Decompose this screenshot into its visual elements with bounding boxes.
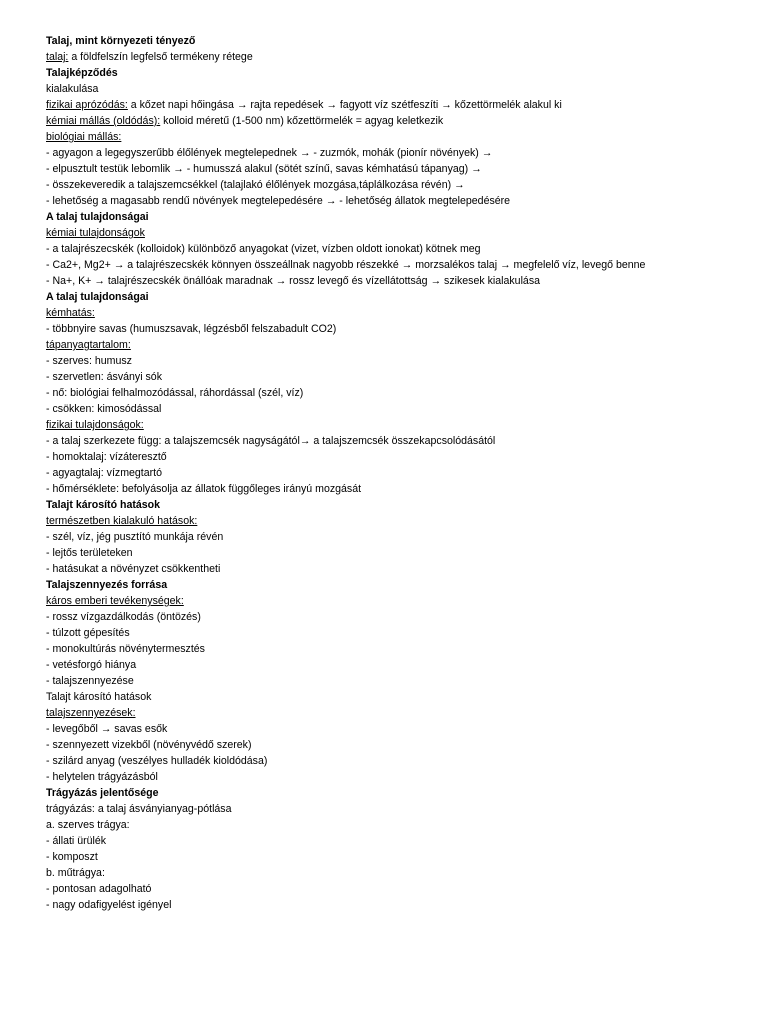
underlined-label: fizikai aprózódás: xyxy=(46,99,128,111)
underlined-label: tápanyagtartalom: xyxy=(46,339,131,351)
underlined-label: fizikai tulajdonságok: xyxy=(46,419,144,431)
document-line xyxy=(46,865,758,881)
document-line xyxy=(46,65,758,81)
section-heading: Trágyázás jelentősége xyxy=(46,787,159,799)
document-line xyxy=(46,81,758,97)
document-line xyxy=(46,353,758,369)
document-line xyxy=(46,177,758,193)
line-text: - lehetőség a magasabb rendű növények megtelepedésére → - lehetőség állatok megtelepedésére xyxy=(46,195,511,207)
underlined-label: talaj: xyxy=(46,51,69,63)
line-text: trágyázás: a talaj ásványianyag-pótlása xyxy=(46,803,232,815)
line-text: - rossz vízgazdálkodás (öntözés) xyxy=(46,611,201,623)
underlined-label: káros emberi tevékenységek: xyxy=(46,595,184,607)
document-line xyxy=(46,129,758,145)
line-text: - szennyezett vizekből (növényvédő szerek) xyxy=(46,739,252,751)
underlined-label: biológiai mállás: xyxy=(46,131,122,143)
line-text: a földfelszín legfelső termékeny rétege xyxy=(68,51,253,63)
document-line xyxy=(46,209,758,225)
document-line xyxy=(46,721,758,737)
line-text: - többnyire savas (humuszsavak, légzésből felszabadult CO2) xyxy=(46,323,337,335)
document-line xyxy=(46,337,758,353)
document-line xyxy=(46,225,758,241)
line-text: - agyagtalaj: vízmegtartó xyxy=(46,467,162,479)
document-line xyxy=(46,737,758,753)
line-text: - agyagon a legegyszerűbb élőlények megtelepednek → - zuzmók, mohák (pionír növények) → xyxy=(46,147,493,159)
document-line xyxy=(46,689,758,705)
document-line xyxy=(46,449,758,465)
line-text: - szerves: humusz xyxy=(46,355,132,367)
line-text: - a talaj szerkezete függ: a talajszemcsék nagyságától→ a talajszemcsék összekapcsolódásától xyxy=(46,435,496,447)
document-line xyxy=(46,769,758,785)
line-text: - hatásukat a növényzet csökkentheti xyxy=(46,563,221,575)
document-line xyxy=(46,465,758,481)
document-line xyxy=(46,417,758,433)
document-line xyxy=(46,369,758,385)
section-heading: Talajt károsító hatások xyxy=(46,499,161,511)
document-line xyxy=(46,753,758,769)
document-line xyxy=(46,801,758,817)
document-line xyxy=(46,609,758,625)
document-line xyxy=(46,577,758,593)
line-text: - helytelen trágyázásból xyxy=(46,771,158,783)
line-text: - Ca2+, Mg2+ → a talajrészecskék könnyen összeállnak nagyobb részekké → morzsalékos talaj → megfelelő víz, levegő benne xyxy=(46,259,646,271)
line-text: - nagy odafigyelést igényel xyxy=(46,899,172,911)
document-line xyxy=(46,113,758,129)
line-text: - Na+, K+ → talajrészecskék önállóak maradnak → rossz levegő és vízellátottság → szikesek kialakulása xyxy=(46,275,541,287)
line-text: - állati ürülék xyxy=(46,835,107,847)
underlined-label: kémiai mállás (oldódás): xyxy=(46,115,161,127)
line-text: - komposzt xyxy=(46,851,98,863)
document-line xyxy=(46,705,758,721)
line-text: - homoktalaj: vízáteresztő xyxy=(46,451,167,463)
line-text: - pontosan adagolható xyxy=(46,883,152,895)
line-text: - a talajrészecskék (kolloidok) különböző anyagokat (vizet, vízben oldott ionokat) kötnek meg xyxy=(46,243,481,255)
document-line xyxy=(46,481,758,497)
line-text: - szél, víz, jég pusztító munkája révén xyxy=(46,531,224,543)
line-text: kolloid méretű (1-500 nm) kőzettörmelék = agyag keletkezik xyxy=(160,115,444,127)
document-line xyxy=(46,833,758,849)
document-line xyxy=(46,273,758,289)
document-line xyxy=(46,305,758,321)
document-line xyxy=(46,529,758,545)
section-heading: Talajszennyezés forrása xyxy=(46,579,168,591)
section-heading: A talaj tulajdonságai xyxy=(46,291,149,303)
underlined-label: kémhatás: xyxy=(46,307,95,319)
line-text: - lejtős területeken xyxy=(46,547,133,559)
line-text: - hőmérséklete: befolyásolja az állatok függőleges irányú mozgását xyxy=(46,483,362,495)
line-text: - szervetlen: ásványi sók xyxy=(46,371,162,383)
document-line xyxy=(46,193,758,209)
document-line xyxy=(46,673,758,689)
line-text: - nő: biológiai felhalmozódással, ráhordással (szél, víz) xyxy=(46,387,304,399)
document-line xyxy=(46,497,758,513)
document-line xyxy=(46,593,758,609)
line-text: - túlzott gépesítés xyxy=(46,627,130,639)
line-text: a. szerves trágya: xyxy=(46,819,130,831)
line-text: - szilárd anyag (veszélyes hulladék kioldódása) xyxy=(46,755,268,767)
document-line xyxy=(46,385,758,401)
line-text: - vetésforgó hiánya xyxy=(46,659,137,671)
document-line xyxy=(46,401,758,417)
line-text: - levegőből → savas esők xyxy=(46,723,168,735)
section-heading: Talaj, mint környezeti tényező xyxy=(46,35,196,47)
document-line xyxy=(46,641,758,657)
underlined-label: talajszennyezések: xyxy=(46,707,136,719)
document-line xyxy=(46,513,758,529)
document-line xyxy=(46,561,758,577)
document-line xyxy=(46,433,758,449)
document-line xyxy=(46,97,758,113)
document-line xyxy=(46,145,758,161)
document-line xyxy=(46,849,758,865)
line-text: Talajt károsító hatások xyxy=(46,691,152,703)
line-text: - csökken: kimosódással xyxy=(46,403,162,415)
document-line xyxy=(46,897,758,913)
line-text: - monokultúrás növénytermesztés xyxy=(46,643,205,655)
document-line xyxy=(46,881,758,897)
line-text: - összekeveredik a talajszemcsékkel (talajlakó élőlények mozgása,táplálkozása révén) → xyxy=(46,179,465,191)
document-line xyxy=(46,241,758,257)
document-line xyxy=(46,321,758,337)
document-line xyxy=(46,625,758,641)
section-heading: A talaj tulajdonságai xyxy=(46,211,149,223)
document-line xyxy=(46,817,758,833)
document-page xyxy=(46,33,758,913)
document-line xyxy=(46,545,758,561)
document-line xyxy=(46,257,758,273)
document-line xyxy=(46,657,758,673)
underlined-label: természetben kialakuló hatások: xyxy=(46,515,198,527)
underlined-label: kémiai tulajdonságok xyxy=(46,227,145,239)
document-line xyxy=(46,33,758,49)
line-text: kialakulása xyxy=(46,83,99,95)
line-text: - talajszennyezése xyxy=(46,675,134,687)
document-line xyxy=(46,785,758,801)
line-text: a kőzet napi hőingása → rajta repedések → fagyott víz szétfeszíti → kőzettörmelék alakul ki xyxy=(127,99,562,111)
section-heading: Talajképződés xyxy=(46,67,118,79)
line-text: b. műtrágya: xyxy=(46,867,105,879)
document-line xyxy=(46,161,758,177)
line-text: - elpusztult testük lebomlik → - humusszá alakul (sötét színű, savas kémhatású tápanyag) → xyxy=(46,163,482,175)
document-line xyxy=(46,289,758,305)
document-line xyxy=(46,49,758,65)
